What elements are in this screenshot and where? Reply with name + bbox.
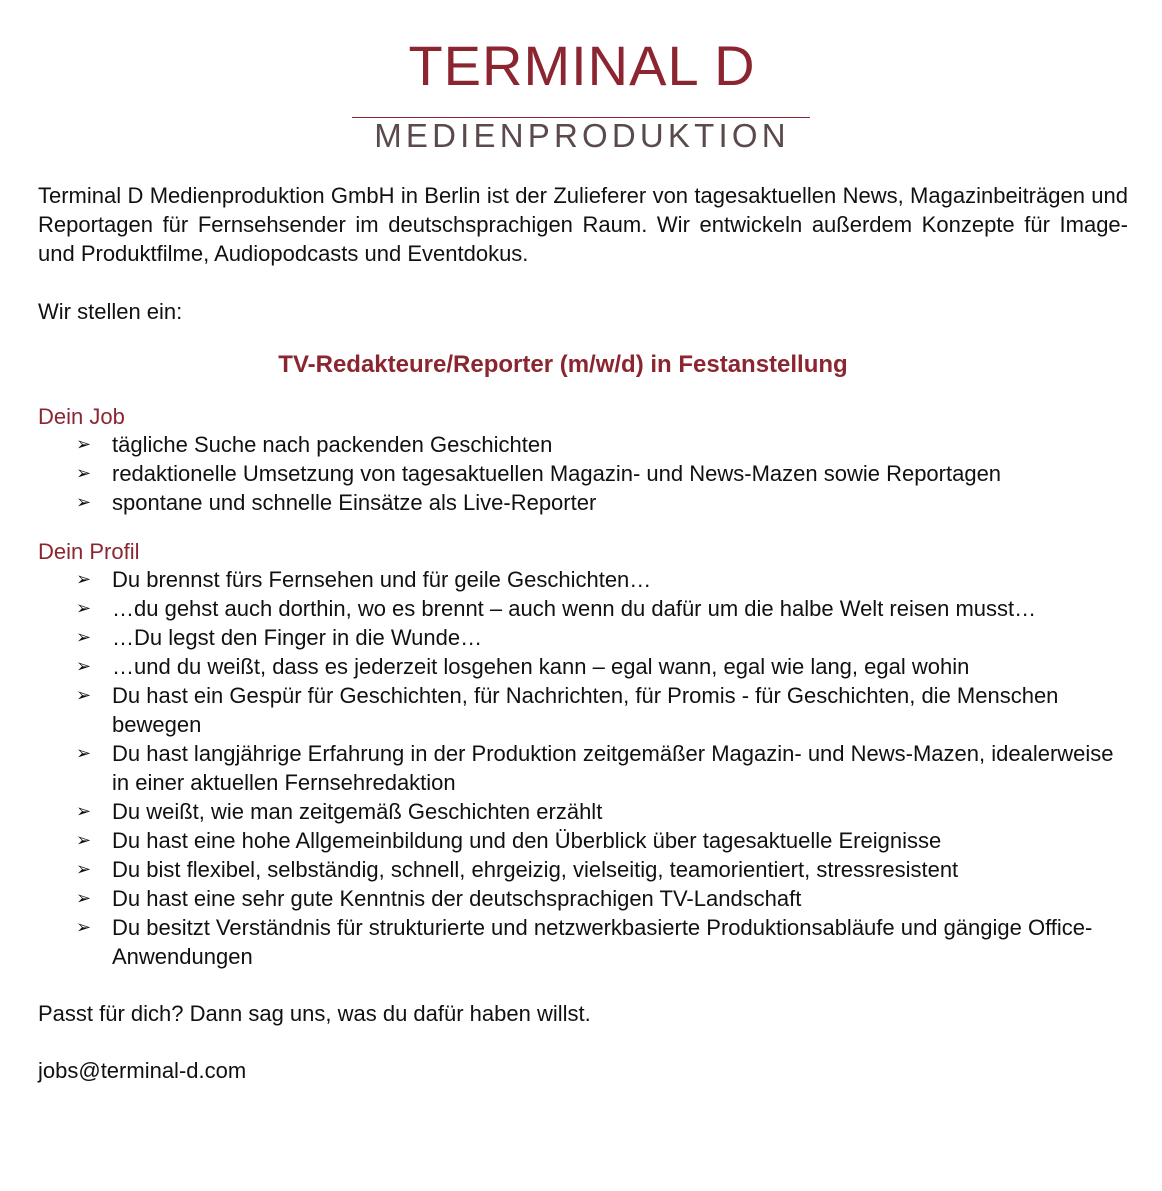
logo-title: TERMINAL D xyxy=(408,34,756,97)
arrowhead-bullet-icon: ➢ xyxy=(76,656,92,677)
list-item-text: Du hast langjährige Erfahrung in der Produktion zeitgemäßer Magazin- und News-Mazen, idealerweise in einer aktuellen Fernsehredaktion xyxy=(112,741,1114,795)
document-body xyxy=(38,181,1128,1085)
list-item xyxy=(38,594,1128,623)
list-item-text: tägliche Suche nach packenden Geschichten xyxy=(112,432,553,457)
list-item xyxy=(38,884,1128,913)
arrowhead-bullet-icon: ➢ xyxy=(76,859,92,880)
list-item xyxy=(38,565,1128,594)
closing-text: Passt für dich? Dann sag uns, was du dafür haben willst. xyxy=(38,1001,591,1026)
list-item xyxy=(38,652,1128,681)
arrowhead-bullet-icon: ➢ xyxy=(76,434,92,455)
list-item xyxy=(38,855,1128,884)
list-item-text: …und du weißt, dass es jederzeit losgehen kann – egal wann, egal wie lang, egal wohin xyxy=(112,654,970,679)
section-heading-profil: Dein Profil xyxy=(38,539,140,564)
logo-subtitle: MEDIENPRODUKTION xyxy=(374,117,790,154)
list-item xyxy=(38,739,1128,797)
list-item-text: redaktionelle Umsetzung von tagesaktuellen Magazin- und News-Mazen sowie Reportagen xyxy=(112,461,1002,486)
job-title: TV-Redakteure/Reporter (m/w/d) in Festanstellung xyxy=(278,351,848,378)
arrowhead-bullet-icon: ➢ xyxy=(76,463,92,484)
arrowhead-bullet-icon: ➢ xyxy=(76,743,92,764)
list-item xyxy=(38,913,1128,971)
list-item xyxy=(38,430,1128,459)
list-item-text: …du gehst auch dorthin, wo es brennt – auch wenn du dafür um die halbe Welt reisen musst… xyxy=(112,596,1037,621)
arrowhead-bullet-icon: ➢ xyxy=(76,598,92,619)
arrowhead-bullet-icon: ➢ xyxy=(76,627,92,648)
intro-paragraph: Terminal D Medienproduktion GmbH in Berlin ist der Zulieferer von tagesaktuellen News, Magazinbeiträgen und Reportagen für Fernsehsender im deutschsprachigen Raum. Wir entwickeln außerdem Konzepte für Image- und Produktfilme, Audiopodcasts und Eventdokus. xyxy=(38,183,1128,266)
list-item-text: Du hast eine hohe Allgemeinbildung und den Überblick über tagesaktuelle Ereignisse xyxy=(112,828,942,853)
list-item-text: spontane und schnelle Einsätze als Live-Reporter xyxy=(112,490,597,515)
list-item-text: Du weißt, wie man zeitgemäß Geschichten erzählt xyxy=(112,799,603,824)
list-item-text: Du besitzt Verständnis für strukturierte und netzwerkbasierte Produktionsabläufe und gängige Office-Anwendungen xyxy=(112,915,1093,969)
list-item-text: Du hast eine sehr gute Kenntnis der deutschsprachigen TV-Landschaft xyxy=(112,886,802,911)
job-bullet-list xyxy=(38,430,1128,517)
arrowhead-bullet-icon: ➢ xyxy=(76,492,92,513)
list-item xyxy=(38,459,1128,488)
arrowhead-bullet-icon: ➢ xyxy=(76,685,92,706)
company-logo xyxy=(352,30,812,154)
list-item xyxy=(38,797,1128,826)
list-item-text: Du brennst fürs Fernsehen und für geile Geschichten… xyxy=(112,567,652,592)
list-item xyxy=(38,826,1128,855)
section-heading-job: Dein Job xyxy=(38,404,125,429)
arrowhead-bullet-icon: ➢ xyxy=(76,917,92,938)
list-item-text: …Du legst den Finger in die Wunde… xyxy=(112,625,483,650)
profil-bullet-list xyxy=(38,565,1128,971)
list-item-text: Du hast ein Gespür für Geschichten, für Nachrichten, für Promis - für Geschichten, die Menschen bewegen xyxy=(112,683,1059,737)
arrowhead-bullet-icon: ➢ xyxy=(76,888,92,909)
arrowhead-bullet-icon: ➢ xyxy=(76,830,92,851)
arrowhead-bullet-icon: ➢ xyxy=(76,569,92,590)
list-item xyxy=(38,488,1128,517)
list-item xyxy=(38,623,1128,652)
list-item xyxy=(38,681,1128,739)
contact-email[interactable]: jobs@terminal-d.com xyxy=(38,1058,247,1083)
hiring-label: Wir stellen ein: xyxy=(38,299,183,324)
list-item-text: Du bist flexibel, selbständig, schnell, ehrgeizig, vielseitig, teamorientiert, stressresistent xyxy=(112,857,959,882)
arrowhead-bullet-icon: ➢ xyxy=(76,801,92,822)
